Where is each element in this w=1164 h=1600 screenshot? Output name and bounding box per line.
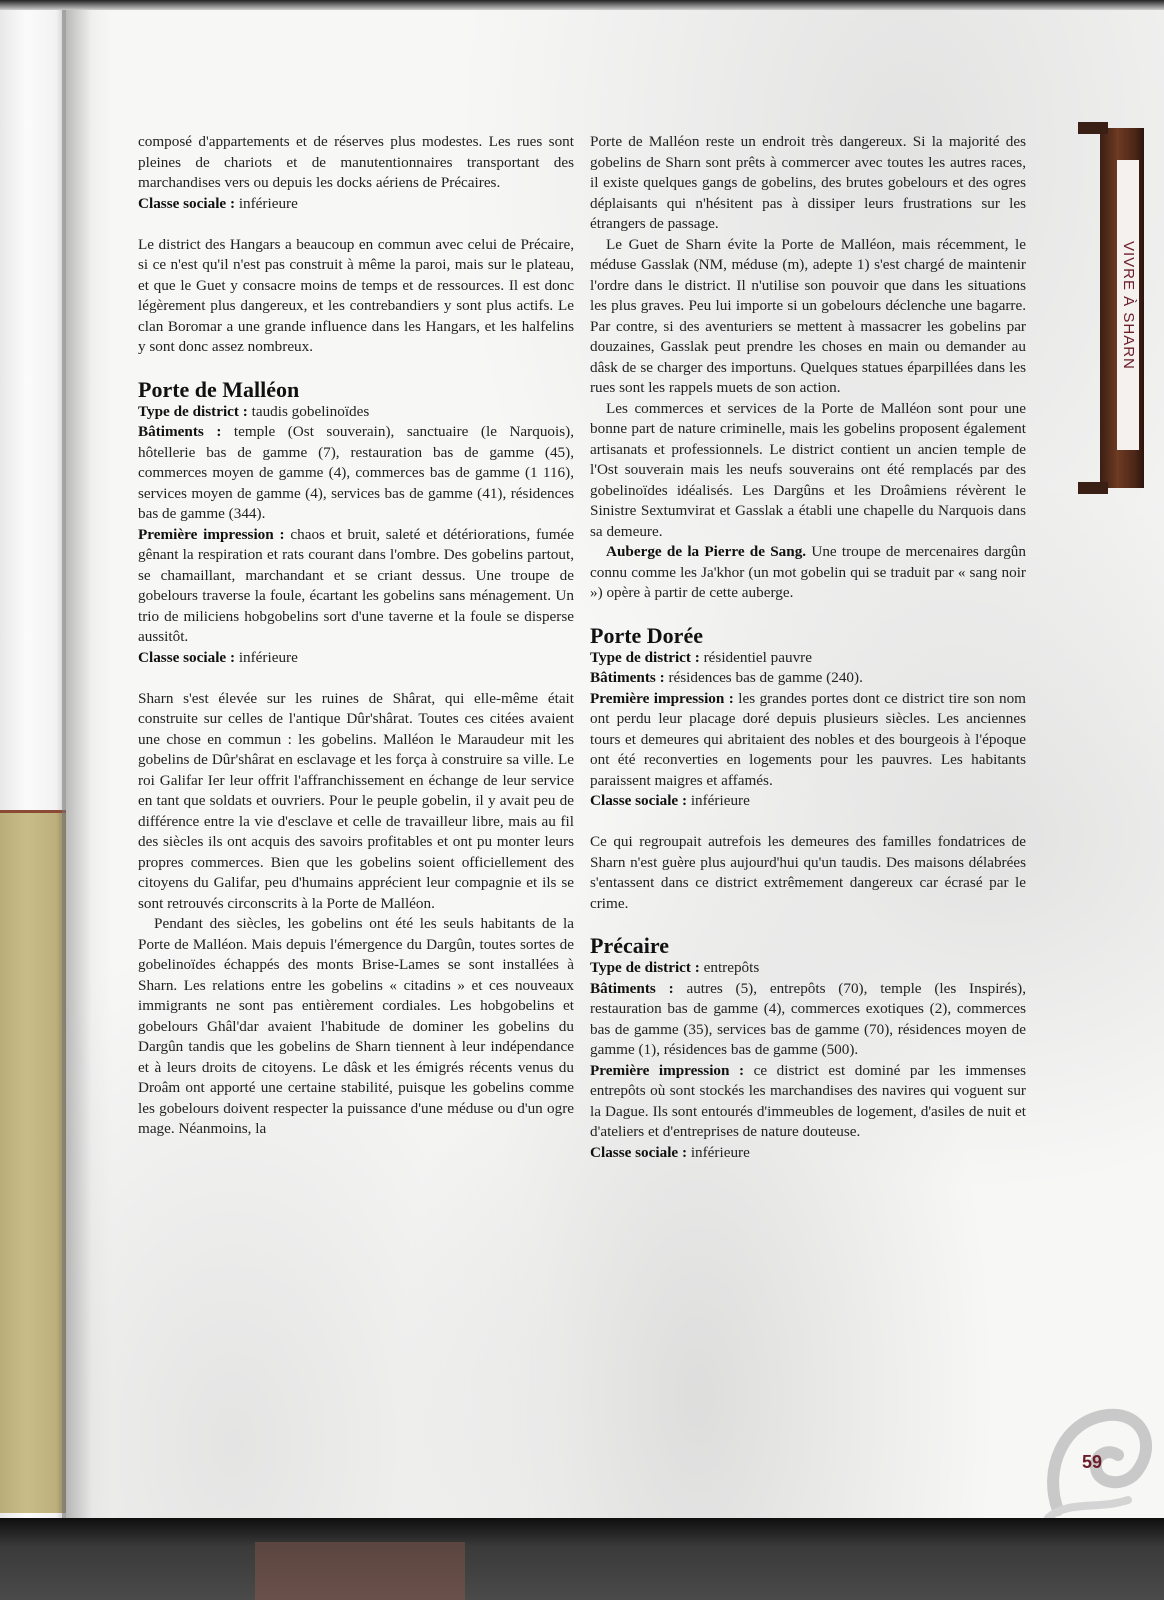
field-value: chaos et bruit, saleté et détériorations, fumée gênant la respiration et rats courant dans l'ombre. Des gobelins partout, se chamaillant, marchandant et se criant dessus. Une troupe de gobelours traverse la foule, écartant les gobelins sans ménagement. Un trio de miliciens hobgobelins sort d'une taverne et la foule se disperse aussitôt. — [138, 525, 574, 645]
field-label: Classe sociale : — [590, 1143, 688, 1161]
field-value: temple (Ost souverain), sanctuaire (le Narquois), hôtellerie bas de gamme (7), restauration bas de gamme (45), commerces moyen de gamme (4), commerces bas de gamme (1 116), services moyen de gamme (4), services bas de gamme (41), résidences bas de gamme (344). — [138, 423, 574, 522]
field-value: inférieure — [687, 1143, 750, 1161]
field-label: Classe sociale : — [138, 648, 236, 666]
buildings-line — [590, 668, 1026, 689]
field-label: Classe sociale : — [138, 194, 236, 212]
paragraph-doree: Ce qui regroupait autrefois les demeures des familles fondatrices de Sharn n'est guère plus aujourd'hui qu'un taudis. Des maisons délabrées s'entassent dans ce district extrêmement dangereux car écrasé par le crime. — [590, 833, 1026, 912]
social-class-line — [138, 648, 574, 669]
inline-heading: Auberge de la Pierre de Sang. — [606, 543, 807, 560]
section-title-doree: Porte Dorée — [590, 622, 703, 648]
impression-line — [138, 525, 574, 648]
field-value: inférieure — [687, 792, 750, 809]
book-spine — [0, 10, 66, 1518]
buildings-line — [138, 422, 574, 525]
buildings-line — [590, 979, 1026, 1061]
paragraph-text: Une troupe de mercenaires dargûn connu comme les Ja'khor (un mot gobelin qui se traduit par « sang noir ») opère à partir de cette auberge. — [590, 543, 1026, 601]
field-value: les grandes portes dont ce district tire son nom ont perdu leur placage doré depuis plusieurs siècles. Les anciennes tours et demeures qui abritaient des nobles et des bourgeois à l'époque ont été reconverties en logements pour les pauvres. Les habitants paraissent maigres et affamés. — [590, 689, 1026, 789]
paragraph-text: composé d'appartements et de réserves plus modestes. Les rues sont pleines de chariots et de manutentionnaires transportant des marchandises vers ou depuis les docks aériens de Précaires. — [138, 133, 574, 191]
section-title-precaire: Précaire — [590, 933, 669, 958]
paragraph — [138, 132, 574, 194]
field-value: entrepôts — [699, 959, 760, 976]
right-column — [590, 132, 1026, 1163]
field-label: Type de district : — [138, 402, 248, 420]
district-type-line — [590, 648, 1026, 669]
paragraph-auberge — [590, 542, 1026, 604]
social-class-line — [590, 1143, 1026, 1164]
impression-line — [590, 1061, 1026, 1143]
district-type-line — [138, 402, 574, 423]
social-class-line — [590, 791, 1026, 812]
section-title-malleon: Porte de Malléon — [138, 376, 300, 402]
paragraph-danger: Porte de Malléon reste un endroit très dangereux. Si la majorité des gobelins de Sharn sont prêts à commercer avec toutes les autres races, il existe quelques gangs de gobelins, des brutes gobelours et des ogres déplaisants qui n'hésitent pas à dissiper leurs frustrations sur les étrangers de passage. — [590, 133, 1026, 232]
field-label: Première impression : — [138, 525, 285, 543]
field-label: Classe sociale : — [590, 792, 688, 809]
field-label: Première impression : — [590, 689, 734, 707]
field-value: inférieure — [235, 648, 298, 666]
field-label: Bâtiments : — [138, 423, 222, 440]
paragraph-history: Sharn s'est élevée sur les ruines de Shârat, qui elle-même était construite sur celles de l'antique Dûr'shârat. Toutes ces citées avaient une chose en commun : les gobelins. Malléon le Maraudeur mit les gobelins de Dûr'shârat en esclavage et les força à construire sa ville. Le roi Galifar Ier leur offrit l'affranchissement en échange de leur service en tant que soldats et ouvriers. Pour le peuple gobelin, il y avait peu de différence entre la vie d'esclave et celle de travailleur libre, mais au fil des siècles ils ont acquis des savoirs profitables et ont pu monter leurs propres commerces. Bien que les gobelins soient officiellement des citoyens du Galifar, peu d'humains apprécient leur compagnie et ils se sont retrouvés circonscrits à la Porte de Malléon. — [138, 689, 574, 912]
paragraph-immigration: Pendant des siècles, les gobelins ont été les seuls habitants de la Porte de Malléon. Mais depuis l'émergence du Dargûn, toutes sortes de gobelinoïdes échappés des monts Brise-Lames se sont installées à Sharn. Les relations entre les gobelins « citadins » et ces nouveaux immigrants ne sont pas entièrement cordiales. Les hobgobelins et gobelours Ghâl'dar avaient l'habitude de dominer les gobelins du Dargûn tandis que les gobelins de Sharn tiennent à leur indépendance et à leurs droits de citoyens. Le dâsk et les émigrés récents venus du Droâm ont apporté une certaine stabilité, puisque les gobelins comme les gobelours doivent respecter la puissance d'une méduse ou d'un ogre mage. Néanmoins, la — [138, 915, 574, 1137]
page-top-edge — [0, 0, 1164, 10]
page-number: 59 — [1082, 1452, 1103, 1472]
chapter-tab-label: VIVRE À SHARN — [1120, 240, 1137, 370]
district-type-line — [590, 958, 1026, 979]
scanner-bottom-edge — [0, 1518, 1164, 1600]
field-value: inférieure — [235, 194, 298, 212]
spine-band — [0, 810, 66, 1513]
field-value: autres (5), entrepôts (70), temple (les Inspirés), restauration bas de gamme (4), commerces exotiques (2), commerces bas de gamme (35), services bas de gamme (70), résidences moyen de gamme (1), résidences bas de gamme (500). — [590, 979, 1026, 1058]
field-label: Type de district : — [590, 959, 700, 976]
social-class-line — [138, 194, 574, 215]
field-value: ce district est dominé par les immenses entrepôts où sont stockés les marchandises des navires qui voguent sur la Dague. Ils sont entourés d'immeubles de logement, d'asiles de nuit et d'ateliers et d'entreprises de nature douteuse. — [590, 1061, 1026, 1140]
impression-line — [590, 689, 1026, 792]
field-label: Bâtiments : — [590, 979, 674, 997]
field-value: résidences bas de gamme (240). — [664, 669, 863, 686]
field-label: Première impression : — [590, 1061, 745, 1079]
left-column — [138, 132, 574, 1140]
field-value: résidentiel pauvre — [699, 648, 812, 666]
field-value: taudis gobelinoïdes — [247, 402, 370, 420]
paragraph-gasslak: Le Guet de Sharn évite la Porte de Malléon, mais récemment, le méduse Gasslak (NM, méduse (m), adepte 1) s'est chargé de maintenir l'ordre dans le district. Il n'utilise son pouvoir que dans les situations les plus graves. Peu lui importe si un gobelours déclenche une bagarre. Par contre, si des aventuriers se mettent à massacrer les gobelins par douzaines, Gasslak peut prendre les choses en main ou demander au dâsk de se charger des importuns. Quelques statues éparpillées dans les rues sont les rappels muets de son action. — [590, 235, 1026, 396]
scanner-bottom-tab — [255, 1542, 465, 1600]
field-label: Bâtiments : — [590, 669, 665, 686]
gutter-shadow — [62, 10, 112, 1518]
paragraph-hangars: Le district des Hangars a beaucoup en commun avec celui de Précaire, si ce n'est qu'il n'est pas construit à même la paroi, mais sur le plateau, et que le Guet y consacre moins de temps et de ressources. Il est donc légèrement plus dangereux, et les contrebandiers y sont plus actifs. Le clan Boromar a une grande influence dans les Hangars, et les halfelins y sont donc assez nombreux. — [138, 235, 574, 355]
field-label: Type de district : — [590, 648, 700, 666]
paragraph-commerce: Les commerces et services de la Porte de Malléon sont pour une bonne part de nature criminelle, mais les gobelins proposent également artisanats et professionnels. Le district contient un ancien temple de l'Ost souverain mais les neufs souverains ont été remplacés par des gobelinoïdes idéalisés. Les Dargûns et les Droâmiens révèrent le Sinistre Sextumvirat et Gasslak a établi une chapelle du Narquois dans sa demeure. — [590, 399, 1026, 540]
